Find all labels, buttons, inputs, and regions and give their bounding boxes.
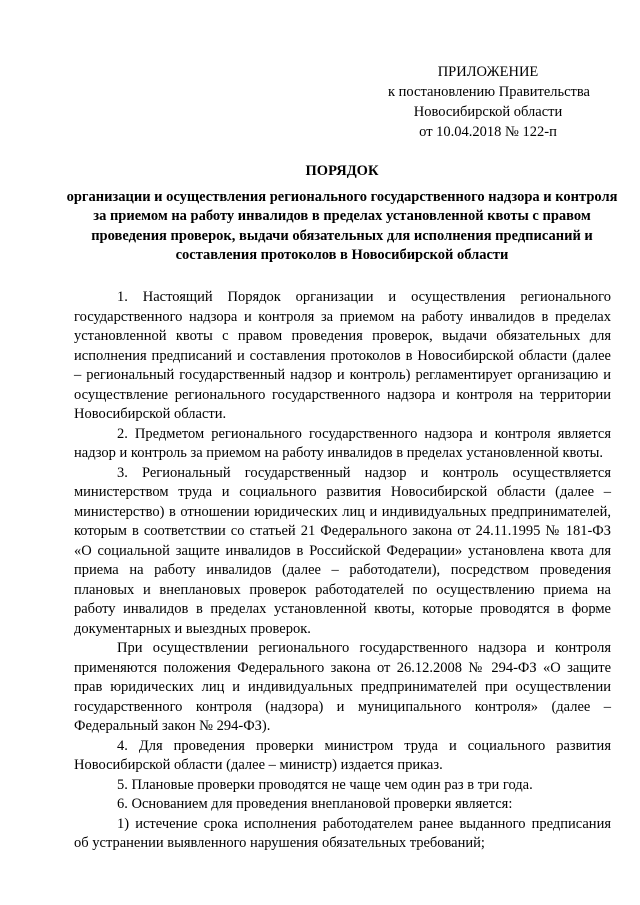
paragraph-1: 1. Настоящий Порядок организации и осуществления регионального государственного надзора и контроля за приемом на работу инвалидов в пределах установленной квоты с правом проведения проверок, выдачи обязательных для исполнения предписаний и составления протоколов в Новосибирской области (далее – региональный государственный надзор и контроль) регламентирует организацию и осуществление регионального государственного надзора и контроля на территории Новосибирской области.: [74, 289, 611, 422]
paragraph-4: 4. Для проведения проверки министром труда и социального развития Новосибирской области (далее – министр) издается приказ.: [74, 737, 611, 773]
paragraph-3-continuation: При осуществлении регионального государственного надзора и контроля применяются положения Федерального закона от 26.12.2008 № 294-ФЗ «О защите прав юридических лиц и индивидуальных предпринимателей при осуществлении государственного контроля (надзора) и муниципального контроля» (далее – Федеральный закон № 294-ФЗ).: [74, 640, 611, 734]
document-title: [60, 162, 624, 266]
title-subtitle: организации и осуществления регионального государственного надзора и контроля за приемом на работу инвалидов в пределах установленной квоты с правом проведения проверок, выдачи обязательных для исполнения предписаний и составления протоколов в Новосибирской области: [66, 188, 618, 263]
paragraph-5: 5. Плановые проверки проводятся не чаще чем один раз в три года.: [117, 776, 533, 793]
approval-block: [388, 62, 588, 142]
approval-resolution-line: к постановлению Правительства: [388, 84, 590, 100]
title-main: ПОРЯДОК: [305, 163, 379, 179]
approval-date-number: от 10.04.2018 № 122-п: [419, 124, 557, 140]
paragraph-6: 6. Основанием для проведения внеплановой проверки является:: [117, 796, 513, 812]
approval-label: ПРИЛОЖЕНИЕ: [437, 64, 539, 80]
document-body: [74, 288, 611, 854]
paragraph-2: 2. Предметом регионального государственного надзора и контроля является надзор и контроль за приемом на работу инвалидов в пределах установленной квоты.: [74, 425, 611, 461]
paragraph-6-item-1: 1) истечение срока исполнения работодателем ранее выданного предписания об устранении выявленного нарушения обязательных требований;: [74, 815, 611, 851]
approval-region-line: Новосибирской области: [413, 104, 563, 120]
paragraph-3: 3. Региональный государственный надзор и контроль осуществляется министерством труда и социального развития Новосибирской области (далее – министерство) в отношении юридических лиц и индивидуальных предпринимателей, которым в соответствии со статьей 21 Федерального закона от 24.11.1995 № 181-ФЗ «О социальной защите инвалидов в Российской Федерации» установлена квота для приема на работу инвалидов (далее – работодатели), посредством проведения плановых и внеплановых проверок работодателей по осуществлению приема на работу инвалидов в пределах установленной квоты, которые проводятся в форме документарных и выездных проверок.: [74, 464, 611, 637]
